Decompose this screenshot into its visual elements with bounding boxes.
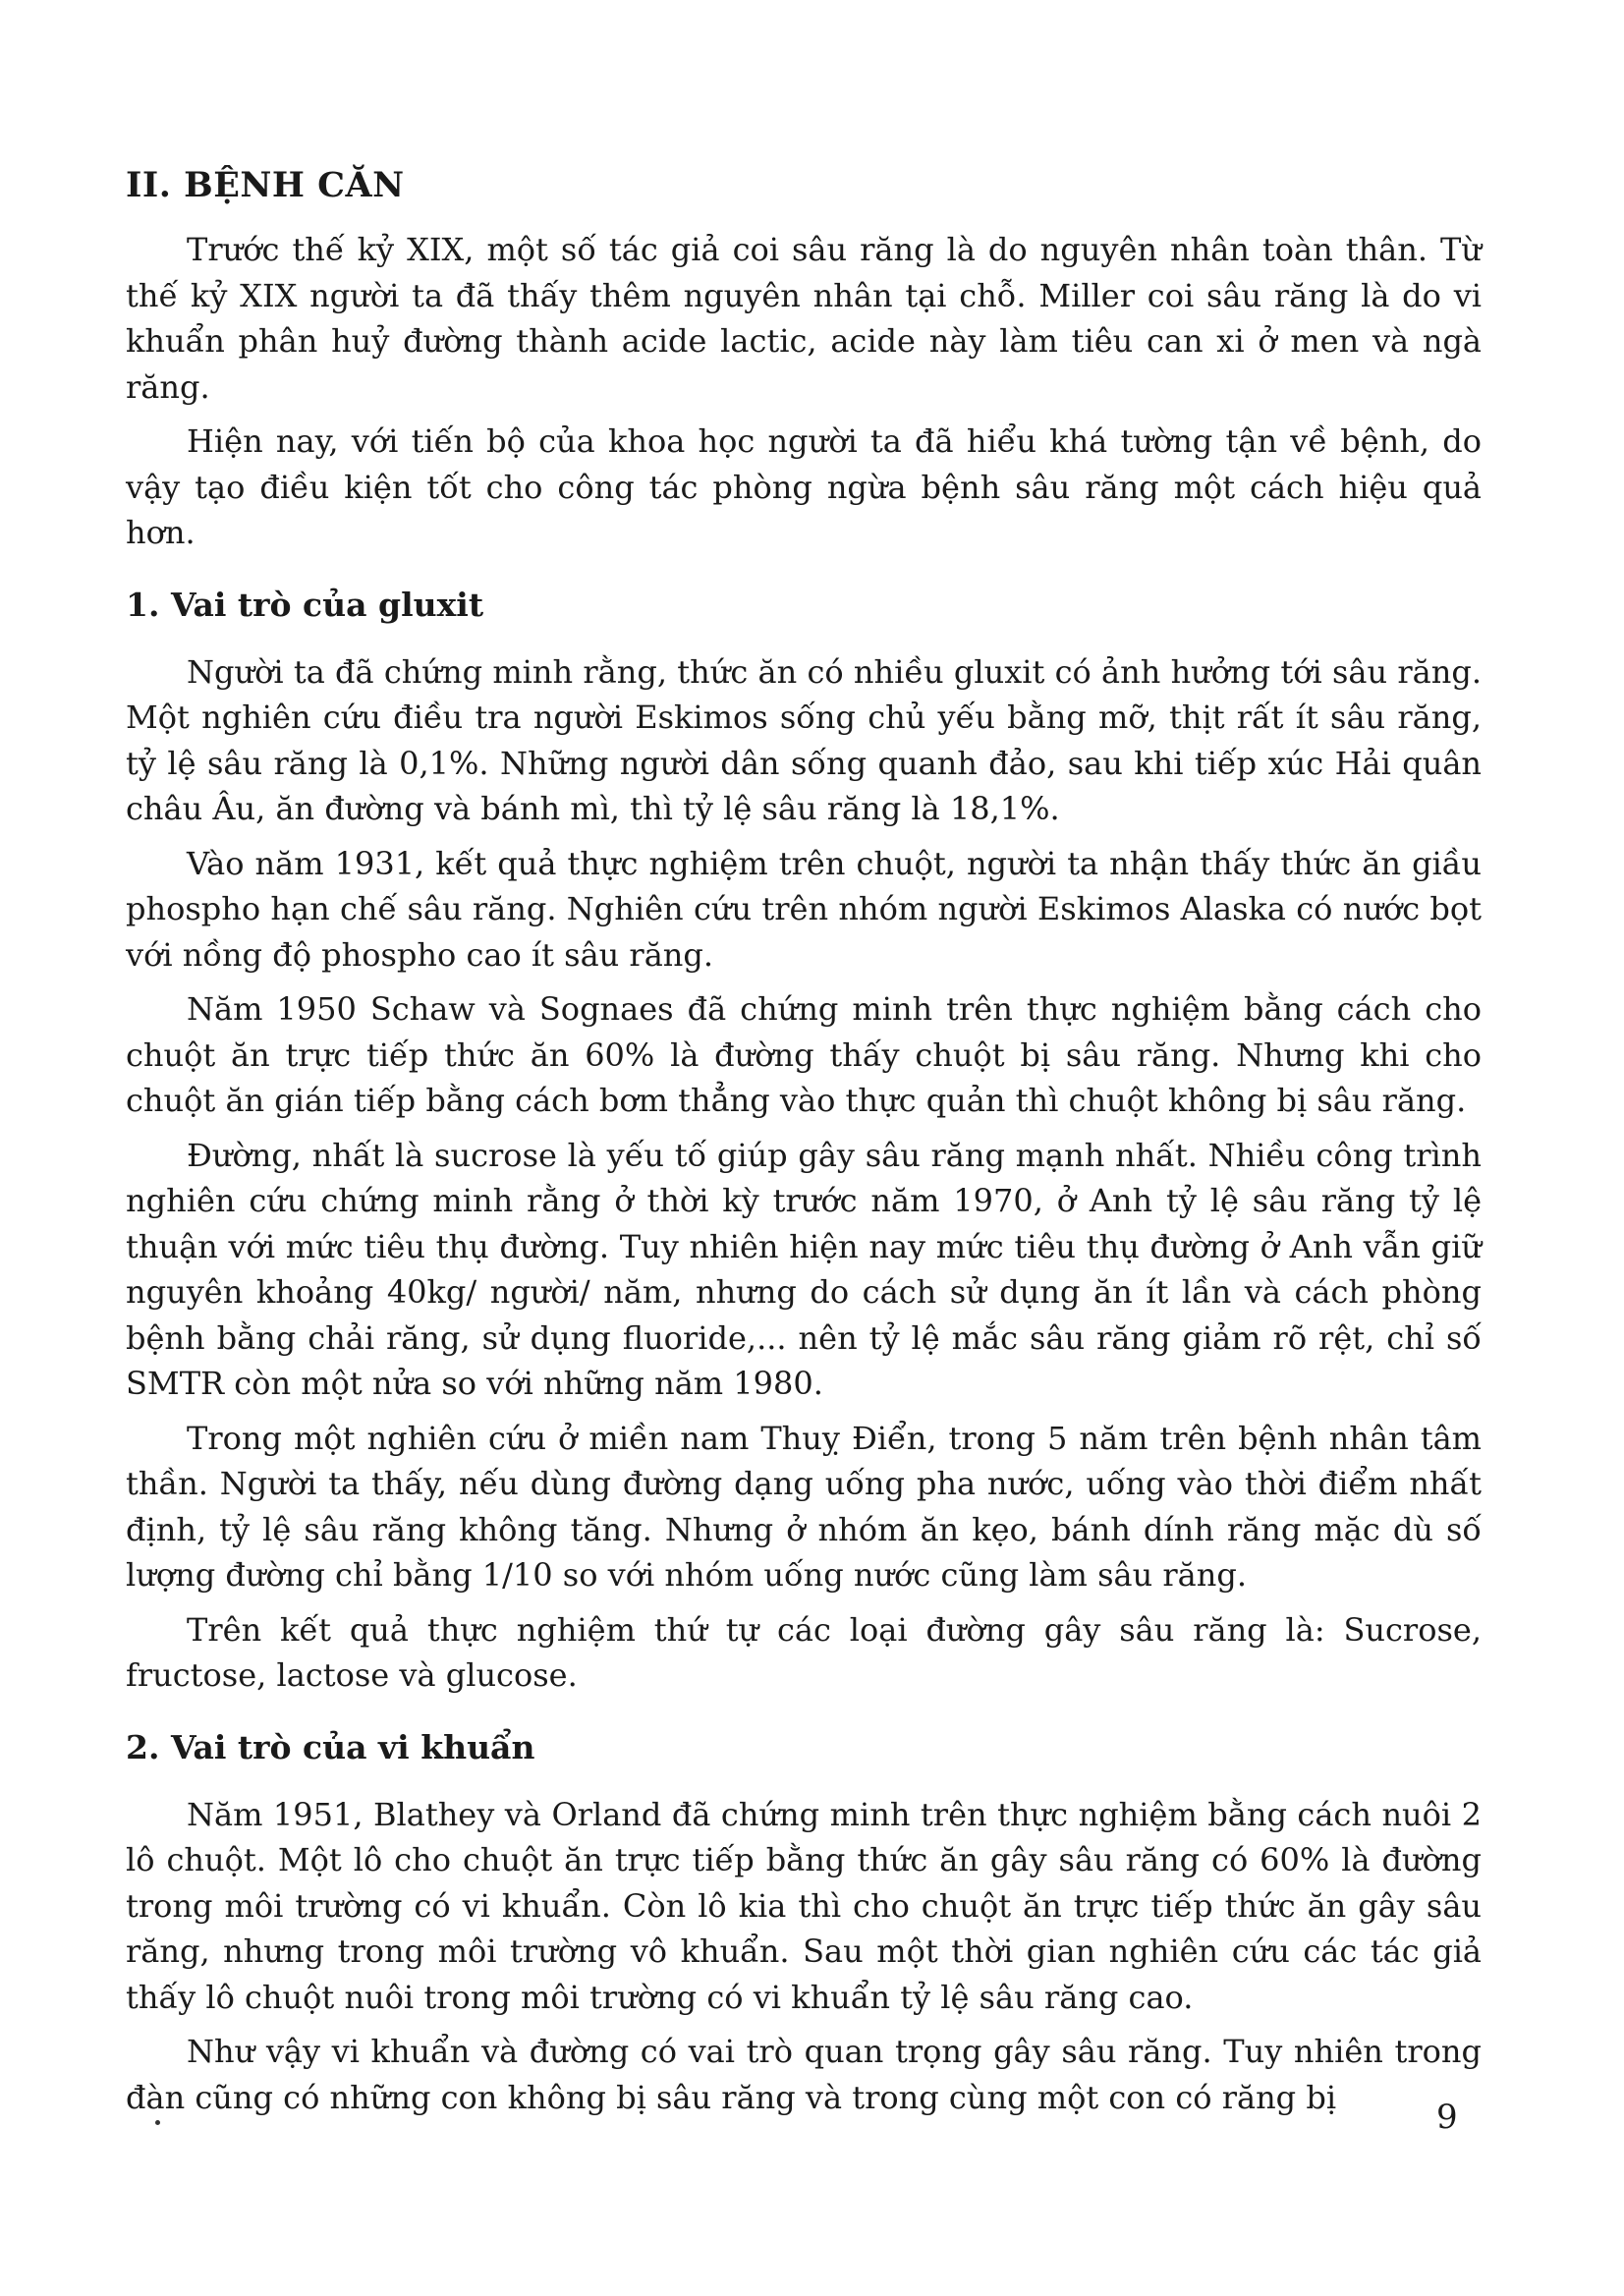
page-number: 9 [1436,2098,1458,2137]
paragraph: Hiện nay, với tiến bộ của khoa học người ta đã hiểu khá tường tận về bệnh, do vậy tạo điều kiện tốt cho công tác phòng ngừa bệnh sâu răng một cách hiệu quả hơn. [126,422,1482,551]
paragraph: Người ta đã chứng minh rằng, thức ăn có nhiều gluxit có ảnh hưởng tới sâu răng. Một nghiên cứu điều tra người Eskimos sống chủ yếu bằng mỡ, thịt rất ít sâu răng, tỷ lệ sâu răng là 0,1%. Những người dân sống quanh đảo, sau khi tiếp xúc Hải quân châu Âu, ăn đường và bánh mì, thì tỷ lệ sâu răng là 18,1%. [126,652,1482,827]
subsection-title-vi-khuan: 2. Vai trò của vi khuẩn [126,1727,535,1766]
subsection-title-gluxit: 1. Vai trò của gluxit [126,585,484,624]
paragraph: Năm 1950 Schaw và Sognaes đã chứng minh trên thực nghiệm bằng cách cho chuột ăn trực tiếp thức ăn 60% là đường thấy chuột bị sâu răng. Nhưng khi cho chuột ăn gián tiếp bằng cách bơm thẳng vào thực quản thì chuột không bị sâu răng. [126,990,1482,1119]
paragraph: Như vậy vi khuẩn và đường có vai trò quan trọng gây sâu răng. Tuy nhiên trong đàn cũng có những con không bị sâu răng và trong cùng một con có răng bị [126,2033,1482,2116]
page-content [126,165,1482,2129]
paragraph: Vào năm 1931, kết quả thực nghiệm trên chuột, người ta nhận thấy thức ăn giầu phospho hạn chế sâu răng. Nghiên cứu trên nhóm người Eskimos Alaska có nước bọt với nồng độ phospho cao ít sâu răng. [126,844,1482,974]
section-title: II. BỆNH CĂN [126,165,405,205]
paragraph: Năm 1951, Blathey và Orland đã chứng minh trên thực nghiệm bằng cách nuôi 2 lô chuột. Một lô cho chuột ăn trực tiếp bằng thức ăn gây sâu răng có 60% là đường trong môi trường có vi khuẩn. Còn lô kia thì cho chuột ăn trực tiếp thức ăn gây sâu răng, nhưng trong môi trường vô khuẩn. Sau một thời gian nghiên cứu các tác giả thấy lô chuột nuôi trong môi trường có vi khuẩn tỷ lệ sâu răng cao. [126,1795,1482,2016]
scan-speck [155,2120,160,2125]
paragraph: Trong một nghiên cứu ở miền nam Thuỵ Điển, trong 5 năm trên bệnh nhân tâm thần. Người ta thấy, nếu dùng đường dạng uống pha nước, uống vào thời điểm nhất định, tỷ lệ sâu răng không tăng. Nhưng ở nhóm ăn kẹo, bánh dính răng mặc dù số lượng đường chỉ bằng 1/10 so với nhóm uống nước cũng làm sâu răng. [126,1419,1482,1594]
paragraph: Đường, nhất là sucrose là yếu tố giúp gây sâu răng mạnh nhất. Nhiều công trình nghiên cứu chứng minh rằng ở thời kỳ trước năm 1970, ở Anh tỷ lệ sâu răng tỷ lệ thuận với mức tiêu thụ đường. Tuy nhiên hiện nay mức tiêu thụ đường ở Anh vẫn giữ nguyên khoảng 40kg/ người/ năm, nhưng do cách sử dụng ăn ít lần và cách phòng bệnh bằng chải răng, sử dụng fluoride,... nên tỷ lệ mắc sâu răng giảm rõ rệt, chỉ số SMTR còn một nửa so với những năm 1980. [126,1136,1482,1402]
paragraph: Trên kết quả thực nghiệm thứ tự các loại đường gây sâu răng là: Sucrose, fructose, lactose và glucose. [126,1610,1482,1694]
paragraph: Trước thế kỷ XIX, một số tác giả coi sâu răng là do nguyên nhân toàn thân. Từ thế kỷ XIX người ta đã thấy thêm nguyên nhân tại chỗ. Miller coi sâu răng là do vi khuẩn phân huỷ đường thành acide lactic, acide này làm tiêu can xi ở men và ngà răng. [126,231,1482,406]
